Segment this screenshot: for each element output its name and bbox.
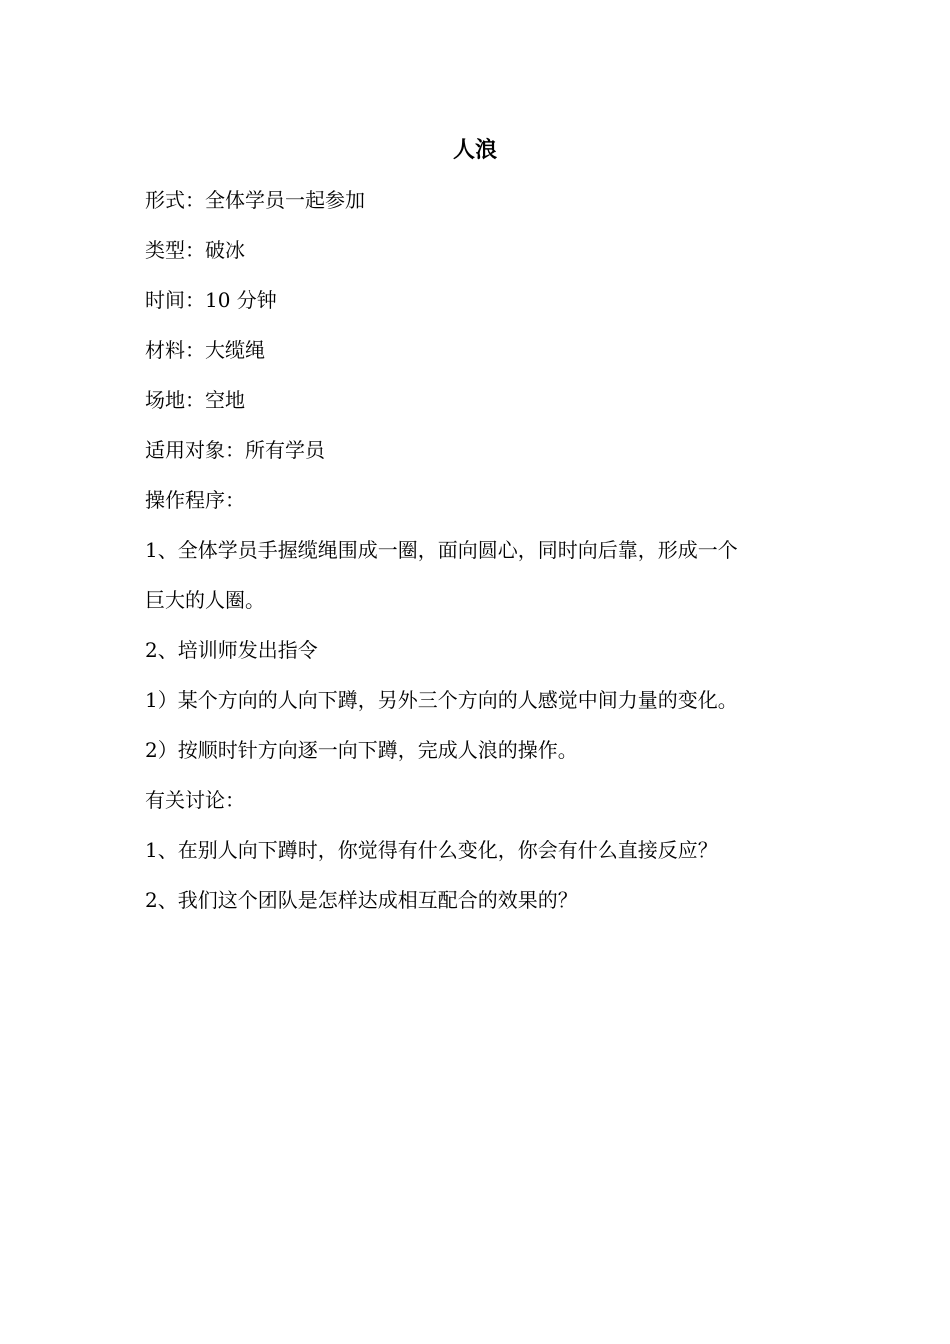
procedure-step1-line1: 1、全体学员手握缆绳围成一圈，面向圆心，同时向后靠，形成一个 — [145, 538, 738, 562]
procedure-heading: 操作程序： — [145, 488, 245, 512]
field-materials: 材料：大缆绳 — [145, 338, 265, 362]
procedure-substep1: 1）某个方向的人向下蹲，另外三个方向的人感觉中间力量的变化。 — [145, 688, 738, 712]
discussion-question1: 1、在别人向下蹲时，你觉得有什么变化，你会有什么直接反应？ — [145, 838, 718, 862]
discussion-heading: 有关讨论： — [145, 788, 245, 812]
document-title: 人浪 — [452, 138, 497, 163]
procedure-step1-line2: 巨大的人圈。 — [145, 588, 265, 612]
field-venue: 场地：空地 — [145, 388, 245, 412]
field-format: 形式：全体学员一起参加 — [145, 188, 365, 212]
procedure-substep2: 2）按顺时针方向逐一向下蹲，完成人浪的操作。 — [145, 738, 578, 762]
field-time: 时间：10 分钟 — [145, 288, 277, 312]
field-audience: 适用对象：所有学员 — [145, 438, 325, 462]
discussion-question2: 2、我们这个团队是怎样达成相互配合的效果的？ — [145, 888, 578, 912]
procedure-step2: 2、培训师发出指令 — [145, 638, 318, 662]
document-body — [145, 183, 815, 933]
field-type: 类型：破冰 — [145, 238, 245, 262]
